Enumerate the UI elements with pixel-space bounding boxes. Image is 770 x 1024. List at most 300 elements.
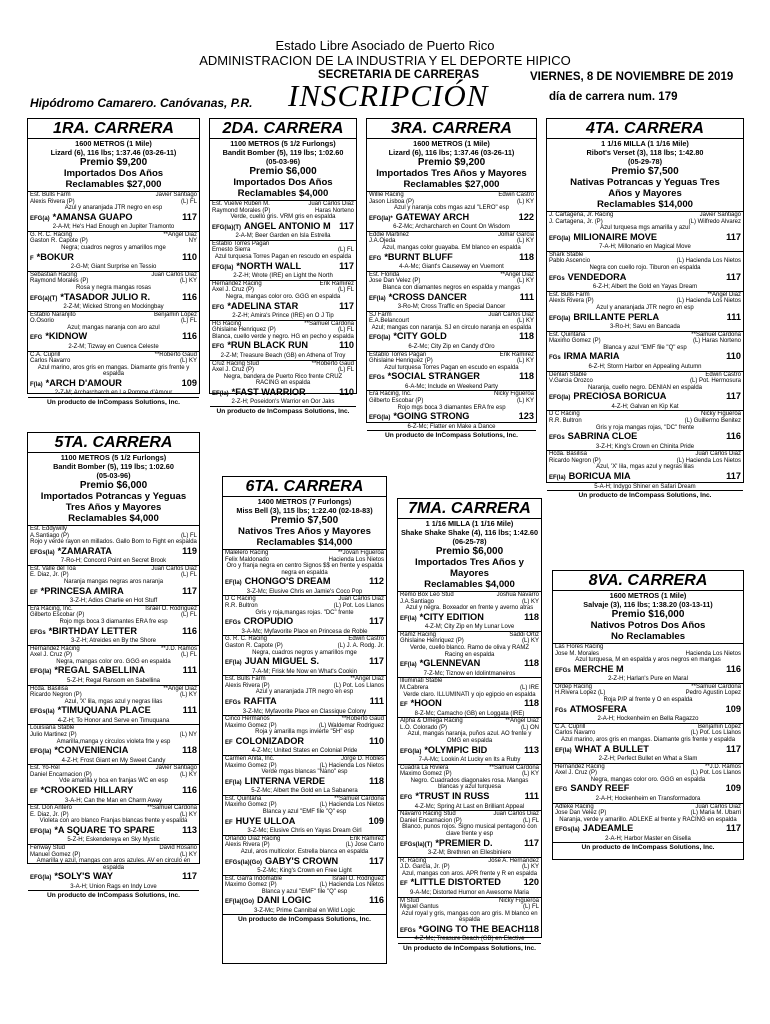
entry-jockey-row <box>549 258 741 265</box>
entry-jockey-row <box>549 298 741 305</box>
entry-owner-row <box>549 292 741 299</box>
horse <box>30 745 128 758</box>
horse-line <box>400 658 539 671</box>
origin: (L) FL <box>180 652 197 659</box>
weight: 118 <box>519 251 534 262</box>
owner-name: Cinco Hermanos <box>225 716 270 723</box>
owner-name: C.A. Cuprill <box>30 351 61 358</box>
weight: 117 <box>369 855 384 866</box>
owner-name: Remo Box Leo Stud <box>400 592 454 598</box>
horse <box>555 783 629 796</box>
race-condition-line: Premio $6,000 <box>79 480 148 491</box>
horse-name: *GOING STRONG <box>393 411 470 422</box>
horse-name: RAFITA <box>243 696 277 706</box>
entry-owner-row <box>225 596 384 603</box>
entry-owner-row <box>225 756 384 763</box>
entry-owner-row <box>400 898 539 905</box>
owner-name: M Stud <box>400 897 420 904</box>
owner-name: Est. Don Antero <box>30 805 73 812</box>
horse <box>400 612 484 625</box>
trainer-name: Edwin Castro <box>705 371 741 378</box>
weight: 116 <box>182 291 197 302</box>
trainer-name: Benjamin López <box>153 311 197 318</box>
entry <box>223 716 386 756</box>
medication-code: EFGs(la) <box>30 549 55 556</box>
jockey-name: E. Diaz, Jr. (P) <box>30 572 69 579</box>
race-distance-record: Shake Shake Shake (4), 116 lbs; 1:42.60 <box>400 528 539 537</box>
horse <box>549 272 626 285</box>
race-condition-line: Reclamables $27,000 <box>403 179 500 190</box>
trainer-name: Jose A. Hernández <box>488 857 539 864</box>
owner-name: Malelero Racing <box>225 550 269 556</box>
entry <box>223 636 386 676</box>
weight: 113 <box>182 824 197 835</box>
horse-line <box>555 704 741 717</box>
race-distance-record: (05-29-78) <box>627 157 663 166</box>
horse <box>212 340 308 353</box>
pedigree: 6-Z-Mc; City Zip en Candy d'Oro <box>408 343 495 350</box>
race-condition-line: Tres Años y Mayores <box>65 502 162 513</box>
entry <box>223 836 386 876</box>
entry-jockey-row <box>400 599 539 606</box>
entry-owner-row <box>549 372 741 379</box>
weight: 120 <box>523 877 539 888</box>
horse-name: *BIRTHDAY LETTER <box>48 625 137 636</box>
horse-name: GABY'S CROWN <box>265 855 339 866</box>
horse-name: BORICUA MIA <box>568 471 631 482</box>
race-distance-record: 1100 METROS (5 1/2 Furlongs) <box>230 139 336 148</box>
race-card <box>366 118 537 440</box>
horse <box>400 698 442 711</box>
weight: 117 <box>182 871 197 882</box>
race-card <box>27 118 200 406</box>
jockey-name: Alexis Rivera (P) <box>225 842 270 849</box>
entry-jockey-row <box>30 772 197 779</box>
pedigree: 2-Z-H; Poseidon's Warrior en Oor Jaks <box>231 399 335 406</box>
horse-name: *BURNT BLUFF <box>384 251 453 262</box>
horse <box>212 301 298 314</box>
trainer-name: **Roberto Gaud <box>154 351 197 358</box>
race-distance-record: 1400 METROS (7 Furlongs) <box>257 497 352 506</box>
silks-description: Azul y anaranjada JTR negro en esp <box>64 205 163 212</box>
entry <box>553 644 743 684</box>
horse <box>555 823 633 836</box>
entry-jockey-row <box>30 199 197 206</box>
horse-name: IRMA MARIA <box>563 351 620 362</box>
medication-code: FGs <box>555 707 567 714</box>
entry-jockey-row <box>225 763 384 770</box>
medication-code: EFG(la) <box>369 335 391 342</box>
owner-name: Est. Bulls Farm <box>549 291 590 298</box>
jockey-name: Pablo Ascencio <box>549 258 591 265</box>
entry-owner-row <box>369 352 534 359</box>
entry-jockey-row <box>400 864 539 871</box>
entry-owner-row <box>555 644 741 651</box>
trainer-name: Nicky Figueroa <box>700 411 741 418</box>
horse-line <box>30 745 197 758</box>
race-condition-line: Nativos Tres Años y Mayores <box>238 526 371 537</box>
horse-name: *SOCIAL STRANGER <box>387 371 480 382</box>
horse-line <box>400 838 539 851</box>
entry-owner-row <box>369 232 534 239</box>
pedigree: 6-Z-Mc; Archarcharch en Count On Wisdom <box>393 224 510 231</box>
trainer-name: Juan Carlos Diaz <box>151 271 197 278</box>
horse <box>225 816 295 829</box>
horse <box>549 391 666 404</box>
horse <box>225 616 293 629</box>
entry <box>547 212 743 252</box>
origin: (L) Hacienda Los Nietos <box>319 882 384 889</box>
jockey-name: Axel J. Cruz (P) <box>212 287 255 294</box>
jockey-name: J.A.Ojeda <box>369 238 396 245</box>
entry-jockey-row <box>30 612 197 619</box>
horse-name: *FAST WARRIOR <box>231 386 306 397</box>
trainer-name: Juan Carlos Diaz <box>338 596 384 603</box>
entry-jockey-row <box>555 651 741 658</box>
horse-line <box>30 292 197 305</box>
owner-name: Est. Bulls Farm <box>225 676 266 683</box>
entry-jockey-row <box>555 730 741 737</box>
weight: 117 <box>182 211 197 222</box>
horse-line <box>555 823 741 836</box>
entry <box>367 272 536 312</box>
owner-name: D C Racing <box>549 411 580 418</box>
jockey-name: A.Santiago (P) <box>30 532 70 539</box>
trainer-name: Juan Carlos Diaz <box>695 451 741 458</box>
silks-description: Negra, cuadros negros y amarillos mge <box>252 649 357 656</box>
pedigree: 3-Z-Mc; Prime Cannibal en Wild Logic <box>253 907 356 914</box>
horse <box>225 696 277 709</box>
horse <box>225 736 304 749</box>
race-title: 6TA. CARRERA <box>223 477 386 497</box>
silks-description: Azul y anaranjada JTR negro en esp <box>596 304 694 311</box>
weight: 113 <box>524 744 539 755</box>
jockey-name: Jason Lisboa (P) <box>369 198 415 205</box>
entry <box>398 858 541 898</box>
race-card <box>397 498 542 952</box>
race-conditions <box>28 157 199 192</box>
jockey-name: Ricardo Negron (P) <box>30 692 82 699</box>
jockey-name: Felix Maldonado <box>225 556 270 563</box>
pedigree: 2-Z-M; Treasure Beach (GB) en Athena of Troy <box>220 352 346 359</box>
owner-name: Louisiana Stable <box>30 725 75 732</box>
medication-code: EF(la) <box>212 390 229 397</box>
entry <box>210 321 356 361</box>
trainer-name: Javier Santiago <box>699 212 741 218</box>
pedigree: 7-A-H; Millonario en Magical Move <box>599 244 691 251</box>
horse-name: *CITY EDITION <box>419 611 484 622</box>
origin: (L) KY <box>179 851 197 858</box>
horse <box>30 331 87 344</box>
trainer-name: **Angel Diaz <box>707 291 741 298</box>
trainer-name: **J.D. Ramos <box>160 645 197 652</box>
horse <box>555 704 627 717</box>
entry-jockey-row <box>549 378 741 385</box>
medication-code: FGs <box>549 355 561 362</box>
horse-name: *BOKUR <box>36 251 74 262</box>
horse-name: BRILLANTE PERLA <box>573 311 660 322</box>
entry <box>367 232 536 272</box>
horse-line <box>30 212 197 225</box>
weight: 122 <box>518 211 534 222</box>
race-distance-record: Ribot's Verset (3), 118 lbs; 1:42.80 <box>586 148 704 157</box>
horse-name: *PREMIER D. <box>435 837 493 848</box>
race-condition-line: Premio $6,000 <box>249 166 317 177</box>
origin: (L) KY <box>521 598 539 605</box>
horse-name: *LITTLE DISTORTED <box>410 877 501 888</box>
owner-name: Hernandez Racing <box>555 763 605 770</box>
horse <box>400 658 480 671</box>
horse <box>369 371 480 384</box>
owner-name: Shark Stable <box>549 251 584 258</box>
jockey-name: Ghislaine Henriquez (P) <box>369 358 433 365</box>
origin: (L) FL <box>180 572 197 579</box>
origin: (L) KY <box>516 198 534 205</box>
horse-line <box>212 221 354 234</box>
silks-description: Negra, mangas color oro. GGG en espalda <box>56 658 171 665</box>
silks-description: Azul, mangas naranja, puños azul. AO frente y OMG en espalda <box>407 731 532 744</box>
entry <box>547 292 743 332</box>
entry-jockey-row <box>225 643 384 650</box>
silks-description: Naranja, verde y amarillo. ADLEKE al frente y RACING en espalda <box>559 816 737 823</box>
weight: 116 <box>182 331 197 342</box>
race-conditions <box>210 166 356 201</box>
horse-line <box>369 371 534 384</box>
entry-owner-row <box>555 804 741 811</box>
pedigree: 3-A-H; Can the Man en Charm Away <box>64 797 163 804</box>
trainer-name: **Angel Diaz <box>163 231 197 238</box>
silks-description: Blanco, punos rojos. Signo musical pentagono con clave frente y esp <box>402 824 537 837</box>
jockey-name: Julio Martinez (P) <box>30 731 77 738</box>
horse <box>30 871 113 884</box>
entry-jockey-row <box>369 278 534 285</box>
horse-name: *CONVENIENCIA <box>54 745 129 756</box>
silks-description: Azul y anaranjada JTR negro en esp <box>255 689 354 696</box>
entry-owner-row <box>549 332 741 339</box>
entry-owner-row <box>549 252 741 259</box>
horse-name: *ADELINA STAR <box>227 300 299 311</box>
silks-description: Rojo mgs boca 3 diamantes ERA fre esp <box>397 404 506 411</box>
entry-owner-row <box>212 281 354 288</box>
jockey-name: Gilberto Escobar (P) <box>369 397 424 404</box>
medication-code: EFGs(la) <box>555 827 580 834</box>
entry <box>28 725 199 765</box>
horse <box>549 431 637 444</box>
origin: (L) KY <box>179 358 197 365</box>
entry-owner-row <box>549 212 741 219</box>
jockey-name: V.Garcia Orozco <box>549 378 593 385</box>
entry-jockey-row <box>225 557 384 564</box>
silks-description: Gris y roja mangas rojas, "DC" frente <box>595 424 695 431</box>
medication-code: EFGs <box>225 700 241 706</box>
horse-name: *PRINCESA AMIRA <box>40 585 124 596</box>
silks-description: Roja y amarilla mgs invierte "5H" esp <box>255 729 354 736</box>
pedigree: 3-Z-M; Brethren en Ellesbiniere <box>427 850 512 857</box>
owner-name: Establo Torres Pagan <box>369 351 427 358</box>
weight: 123 <box>518 411 534 422</box>
entry-jockey-row <box>555 810 741 817</box>
horse-name: MERCHE M <box>573 663 624 674</box>
horse-line <box>400 924 539 937</box>
horse-name: *CROOKED HILLARY <box>40 785 134 796</box>
horse-line <box>369 292 534 305</box>
horse-line <box>225 776 384 789</box>
origin: (L) KY <box>516 238 534 245</box>
race-distance-record: (06-25-78) <box>452 537 487 546</box>
origin: (L) Hacienda Los Nietos <box>319 762 384 769</box>
owner-name: Fenway Stud <box>30 845 66 851</box>
entry-jockey-row <box>30 533 197 540</box>
origin: (L) FL <box>180 198 197 205</box>
horse-line <box>555 744 741 757</box>
horse-line <box>212 387 354 400</box>
medication-code: EF(la) <box>555 747 572 754</box>
pedigree: 3-Z-H; Atreides en By the Shore <box>70 638 157 645</box>
medication-code: EFG <box>30 335 43 342</box>
horse-line <box>400 791 539 804</box>
horse-name: *TASADOR JULIO R. <box>60 291 150 302</box>
silks-description: Azul, aros multicolor. Estrella blanca en espalda <box>240 848 369 855</box>
race-condition-line: Importados Potrancas y Yeguas <box>40 491 187 502</box>
entry-jockey-row <box>212 247 354 254</box>
weight: 117 <box>182 585 197 596</box>
medication-code: EFGs(la)(Go) <box>225 859 262 866</box>
origin: (L) KY <box>521 864 539 871</box>
pedigree: 2-Z-H; Harlan's Pure en Maral <box>608 676 688 683</box>
trainer-name: **Jovan Figueroa <box>337 550 384 556</box>
silks-description: Gris y roja,mangas rojas. "DC" frente <box>255 609 354 616</box>
race-condition-line: Nativas Potrancas y Yeguas Tres <box>570 177 720 188</box>
weight: 112 <box>369 576 384 587</box>
origin: (L) KY <box>179 771 197 778</box>
origin: Pedro Agustin Lopez <box>685 690 741 697</box>
horse-line <box>549 391 741 404</box>
entry-jockey-row <box>225 842 384 849</box>
pedigree: 2-A-H; Harbor Master en Gisella <box>605 835 691 842</box>
horse-name: *SOLY'S WAY <box>54 871 114 882</box>
trainer-name: Nicky Figueroa <box>493 391 534 398</box>
owner-name: G. R. C. Racing <box>30 231 73 238</box>
entry-jockey-row <box>212 327 354 334</box>
entry <box>223 876 386 916</box>
horse-line <box>225 656 384 669</box>
horse-line <box>30 871 197 884</box>
origin: (L) KY <box>516 358 534 365</box>
entry-owner-row <box>212 321 354 328</box>
entry-owner-row <box>555 724 741 731</box>
owner-name: Carmen Anita, Inc. <box>225 755 275 762</box>
pedigree: 2-Z-H; Wrote (IRE) en Light the North <box>233 273 333 280</box>
horse-line <box>549 232 741 245</box>
trainer-name: Erik Ramirez <box>349 835 384 842</box>
entry <box>28 845 199 891</box>
jockey-name: Raymond Morales (P) <box>212 207 271 214</box>
origin: (L) FL <box>337 247 354 254</box>
weight: 117 <box>726 743 741 754</box>
silks-description: Oro y franja negra en centro Signos $$ en frente y espalda negra en espalda <box>226 563 383 576</box>
silks-description: Azul turquesa mgs amarilla y azul <box>600 225 690 232</box>
medication-code: EFGs <box>549 275 565 282</box>
horse-name: ATMOSFERA <box>569 703 628 714</box>
pedigree: 3-Z-H; King's Crown en Chinita Pride <box>595 443 695 450</box>
jockey-name: Manuel Gomez (P) <box>30 851 81 858</box>
trainer-name: **J.D. Ramos <box>704 763 741 770</box>
entry-jockey-row <box>30 358 197 365</box>
jockey-name: R.R. Bultron <box>549 417 582 424</box>
pedigree: 8-Z-Mc; Camacho (GB) en Loggata (IRE) <box>414 710 525 717</box>
medication-code: EFGs(la) <box>30 709 55 716</box>
jockey-name: Ernesto Sierra <box>212 247 251 254</box>
pedigree: 3-Z-H; Adios Charlie en Hot Stuff <box>69 598 158 605</box>
pedigree: 3-Z-Mc; Elusive Chris en Yayas Dream Girl <box>247 828 362 835</box>
race-condition-line: Reclamables $14,000 <box>596 199 693 210</box>
horse <box>549 471 631 484</box>
race-distance-record: 1 1/16 MILLA (1 1/16 Mile) <box>425 519 514 528</box>
race-condition-line: Reclamables $4,000 <box>68 513 159 524</box>
weight: 116 <box>182 625 197 636</box>
trainer-name: Israel O. Rodriguez <box>145 605 197 612</box>
owner-name: Las Flores Racing <box>555 644 604 650</box>
jockey-name: J.A.Santiago <box>400 598 435 605</box>
entry-jockey-row <box>30 572 197 579</box>
silks-description: Blanca con diamantes negros en espalda y mangas <box>382 284 521 291</box>
jockey-name: Ghislaine Henriquez (P) <box>212 327 276 334</box>
origin: (L) FL <box>180 532 197 539</box>
trainer-name: Jorge D. Robles <box>340 755 384 762</box>
trainer-name: Javier Santiago <box>155 192 197 198</box>
jockey-name: O.Osorio <box>30 318 55 325</box>
race-conditions <box>367 157 536 192</box>
medication-code: EF <box>225 739 233 746</box>
jockey-name: Daniel Encarnacion (P) <box>30 771 92 778</box>
entry <box>547 372 743 412</box>
entry-jockey-row <box>400 771 539 778</box>
weight: 116 <box>369 895 384 906</box>
owner-name: Est. Garra Indomable <box>225 875 283 882</box>
pedigree: 5-Z-H; Regal Ransom en Sabellina <box>66 677 161 684</box>
jockey-name: E. Diaz, Jr. (P) <box>30 811 69 818</box>
origin: (L) Hacienda Los Nietos <box>319 802 384 809</box>
owner-name: Navarro Racing Stud <box>400 811 456 818</box>
horse-name: CROPUDIO <box>243 616 294 627</box>
entry-owner-row <box>30 606 197 613</box>
medication-code: EF <box>225 819 233 826</box>
weight: 117 <box>726 391 741 402</box>
horse-line <box>400 745 539 758</box>
horse-name: HUYE ULLOA <box>235 815 296 826</box>
trainer-name: Nicky Figueroa <box>498 897 539 904</box>
horse <box>555 744 649 757</box>
horse-line <box>30 546 197 559</box>
owner-name: G. R. C. Racing <box>225 636 268 643</box>
origin: (L) Pot. Los Llanos <box>690 730 741 737</box>
pedigree: 4-Z-Mc; Spring At Last en Brilliant Appeal <box>414 803 525 810</box>
trainer-name: Joshua Navarro <box>496 592 539 598</box>
weight: 110 <box>182 251 197 262</box>
entry-jockey-row <box>549 418 741 425</box>
race-title: 2DA. CARRERA <box>210 119 356 139</box>
medication-code: EFGs <box>549 435 565 442</box>
origin: (L) Pot. Hermosura <box>689 378 741 385</box>
entry-jockey-row <box>549 219 741 226</box>
weight: 118 <box>369 775 384 786</box>
pedigree: 2-A-M; He's Had Enough en Jupiter Tramonto <box>52 224 175 231</box>
entry-owner-row <box>30 686 197 693</box>
race-day-number: día de carrera num. 179 <box>549 91 678 103</box>
silks-description: Amarilla,manga y circulos violeta frte y esp <box>56 738 171 745</box>
horse <box>30 378 122 391</box>
owner-name: Est. Eddywilly <box>30 526 68 532</box>
